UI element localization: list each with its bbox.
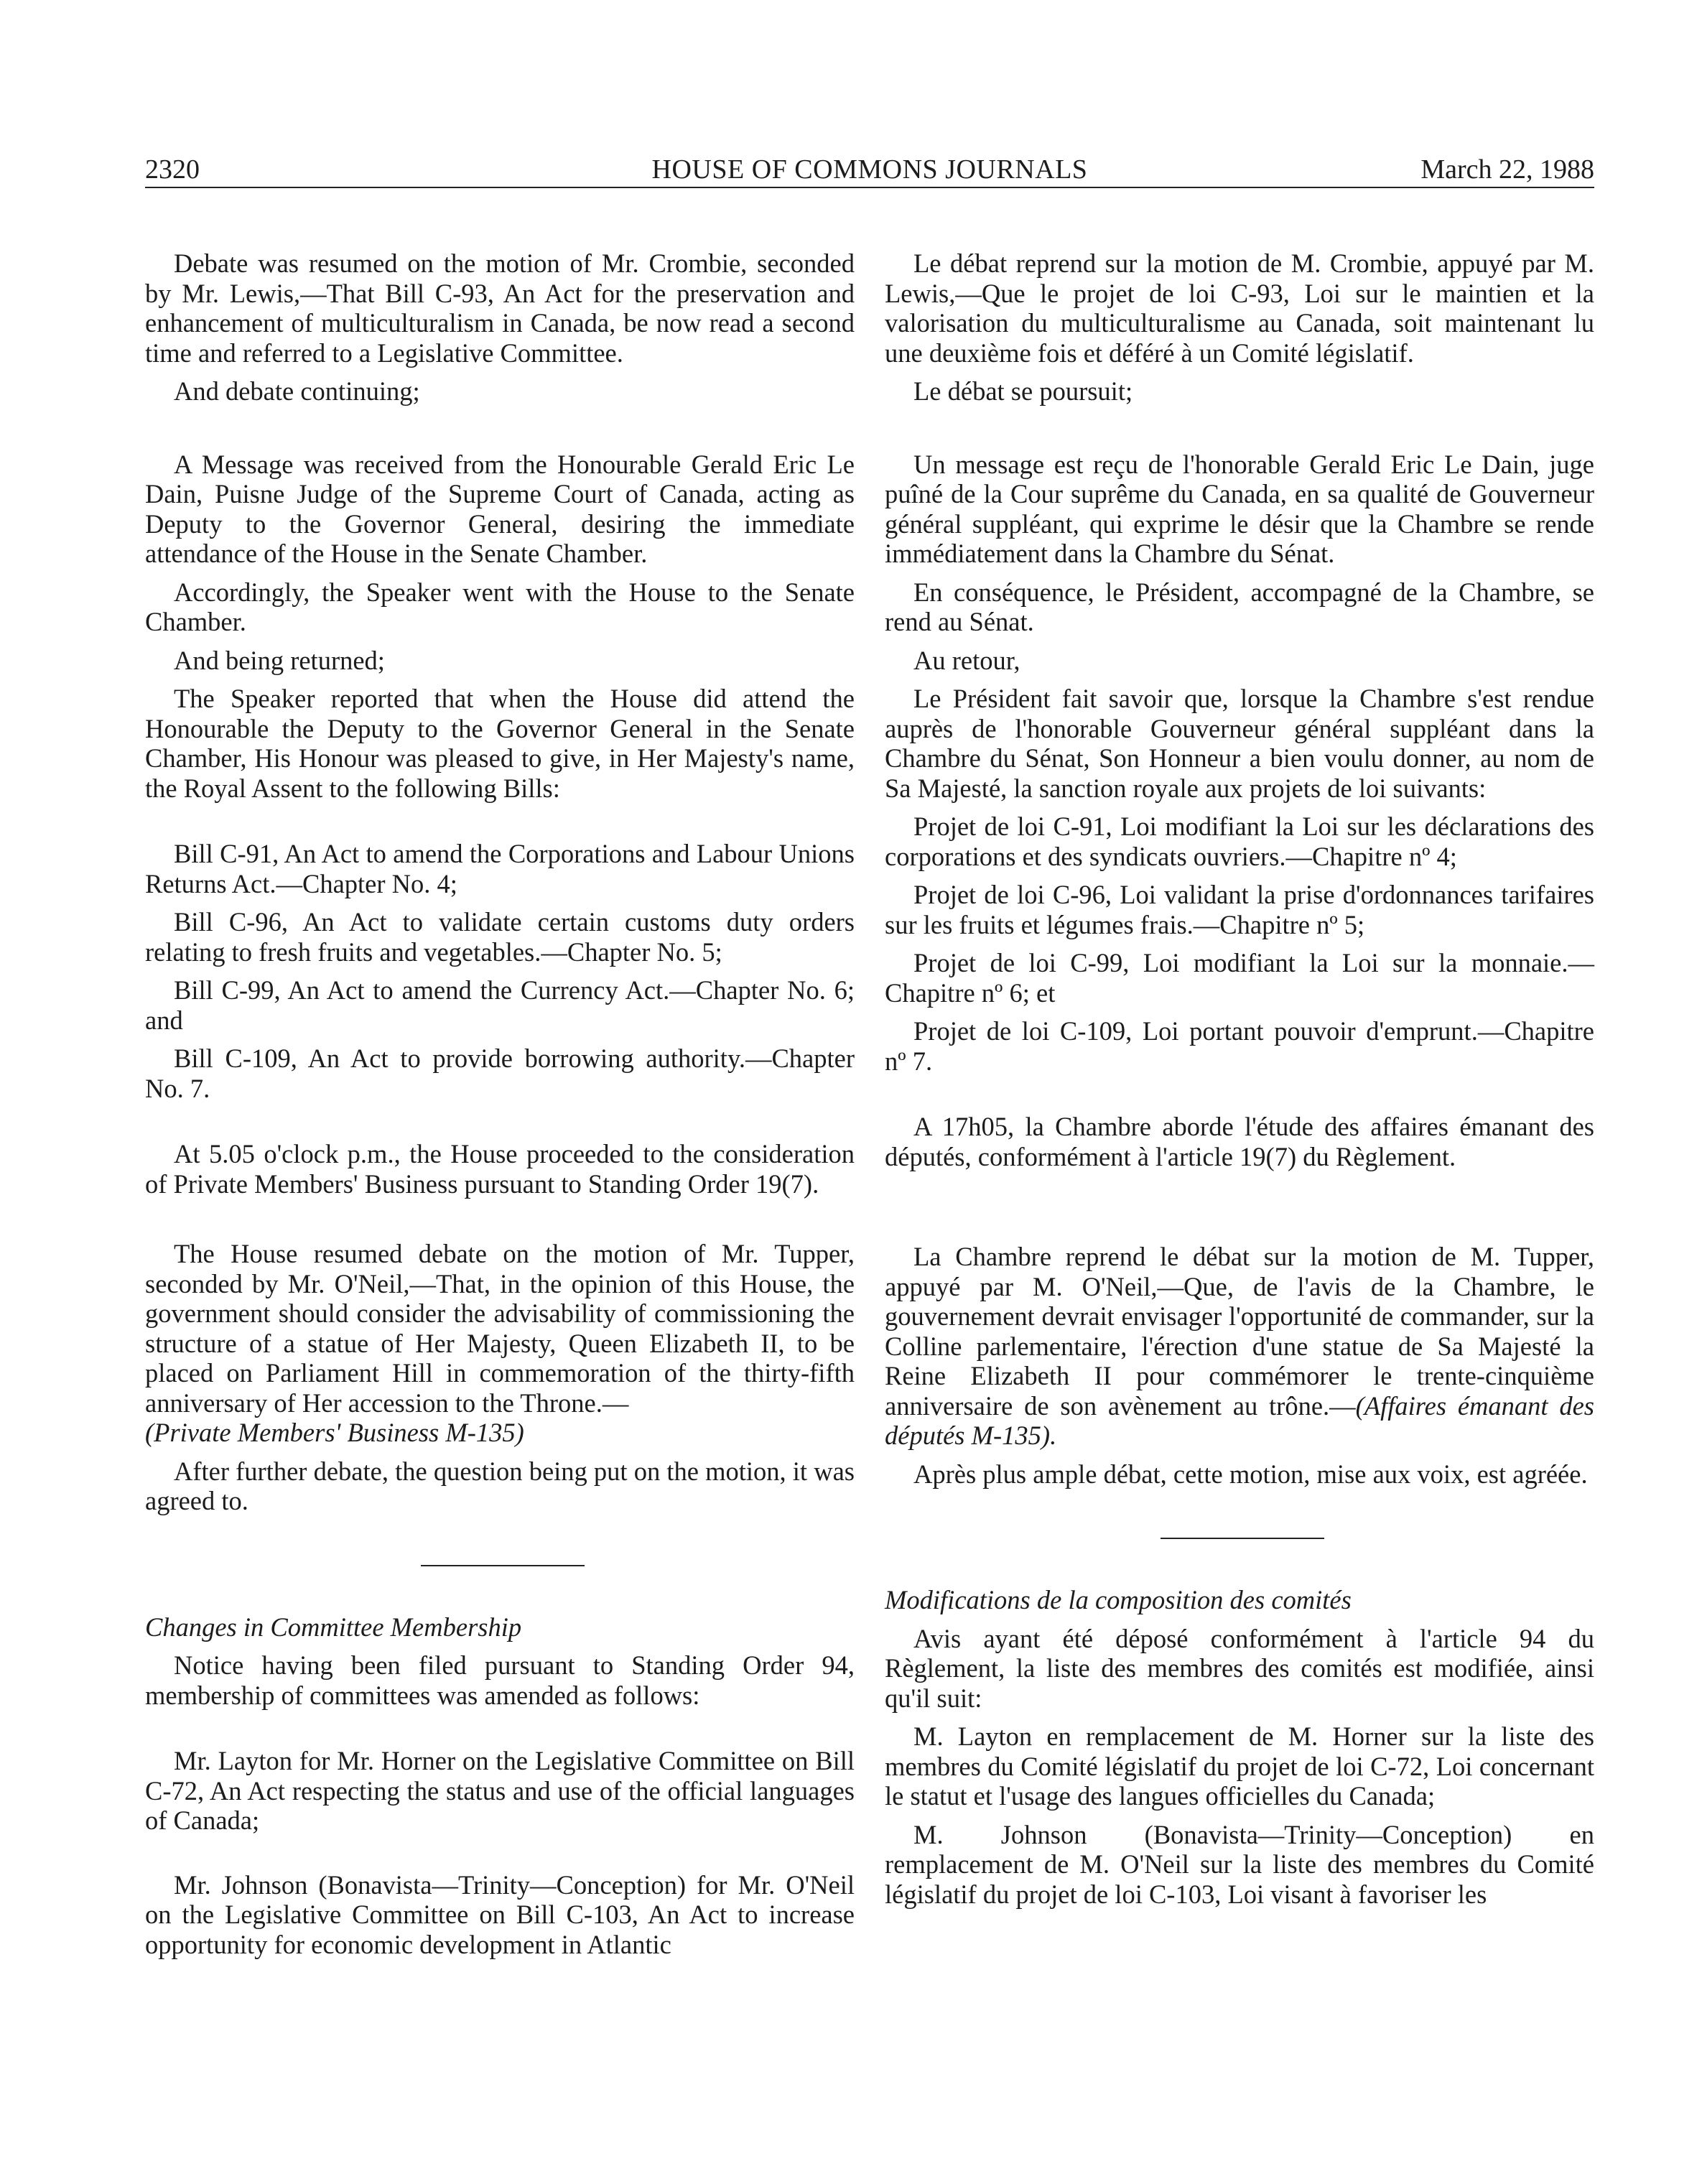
crombie-motion-paragraph: Le débat reprend sur la motion de M. Crombie, appuyé par M. Lewis,—Que le projet de loi C-93, Loi sur le maintien et la valorisation du multiculturalisme au Canada, soit maintenant lu une deuxième fois et déféré à un Comité législatif. bbox=[885, 248, 1594, 368]
debate-continuing: Le débat se poursuit; bbox=[913, 376, 1133, 406]
tupper-motion-text: The House resumed debate on the motion of Mr. Tupper, seconded by Mr. O'Neil,—That, in the opinion of this House, the government should consider the advisability of commissioning the structure of a statue of Her Majesty, Queen Elizabeth II, to be placed on Parliament Hill in commemoration of the thirty-fifth anniversary of Her accession to the Throne.— bbox=[145, 1239, 855, 1418]
royal-assent-paragraph: Le Président fait savoir que, lorsque la Chambre s'est rendue auprès de l'honorable Gouverneur général suppléant dans la Chambre du Sénat, Son Honneur a bien voulu donner, au nom de Sa Majesté, la sanction royale aux projets de loi suivants: bbox=[885, 684, 1594, 803]
being-returned: And being returned; bbox=[174, 645, 385, 675]
motion-agreed-paragraph: Après plus ample débat, cette motion, mise aux voix, est agréée. bbox=[913, 1459, 1588, 1489]
message-paragraph: Un message est reçu de l'honorable Gerald Eric Le Dain, juge puîné de la Cour suprême du Canada, en sa qualité de Gouverneur général suppléant, qui exprime le désir que la Chambre se rende immédiatement dans la Chambre du Sénat. bbox=[885, 449, 1594, 568]
bill-c109: Projet de loi C-109, Loi portant pouvoir d'emprunt.—Chapitre nº 7. bbox=[885, 1016, 1594, 1076]
bill-c96: Bill C-96, An Act to validate certain customs duty orders relating to fresh fruits and vegetables.—Chapter No. 5; bbox=[145, 907, 855, 967]
section-heading: Modifications de la composition des comités bbox=[885, 1585, 1352, 1614]
message-paragraph: A Message was received from the Honourable Gerald Eric Le Dain, Puisne Judge of the Supreme Court of Canada, acting as Deputy to the Governor General, desiring the immediate attendance of the House in the Senate Chamber. bbox=[145, 449, 855, 568]
johnson-paragraph: M. Johnson (Bonavista—Trinity—Conception) en remplacement de M. O'Neil sur la liste des membres du Comité législatif du projet de loi C-103, Loi visant à favoriser les bbox=[885, 1819, 1594, 1909]
notice-paragraph: Avis ayant été déposé conformément à l'article 94 du Règlement, la liste des membres des comités est modifiée, ainsi qu'il suit: bbox=[885, 1623, 1594, 1713]
bill-c96: Projet de loi C-96, Loi validant la prise d'ordonnances tarifaires sur les fruits et légumes frais.—Chapitre nº 5; bbox=[885, 880, 1594, 939]
tupper-motion-reference: (Private Members' Business M-135) bbox=[145, 1418, 524, 1447]
bill-c99: Projet de loi C-99, Loi modifiant la Loi sur la monnaie.—Chapitre nº 6; et bbox=[885, 948, 1594, 1008]
layton-paragraph: M. Layton en remplacement de M. Horner sur la liste des membres du Comité législatif du projet de loi C-72, Loi concernant le statut et l'usage des langues officielles du Canada; bbox=[885, 1721, 1594, 1811]
motion-agreed-paragraph: After further debate, the question being put on the motion, it was agreed to. bbox=[145, 1456, 855, 1515]
royal-assent-paragraph: The Speaker reported that when the House did attend the Honourable the Deputy to the Governor General in the Senate Chamber, His Honour was pleased to give, in Her Majesty's name, the Royal Assent to the following Bills: bbox=[145, 684, 855, 803]
tupper-motion-paragraph bbox=[145, 1239, 855, 1448]
bill-c109: Bill C-109, An Act to provide borrowing authority.—Chapter No. 7. bbox=[145, 1044, 855, 1103]
tupper-motion-paragraph bbox=[885, 1242, 1594, 1451]
tupper-motion-reference: (Affaires émanant des députés M-135). bbox=[885, 1390, 1594, 1450]
bill-c99: Bill C-99, An Act to amend the Currency Act.—Chapter No. 6; and bbox=[145, 975, 855, 1035]
johnson-paragraph: Mr. Johnson (Bonavista—Trinity—Conception) for Mr. O'Neil on the Legislative Committee on Bill C-103, An Act to increase opportunity for economic development in Atlantic bbox=[145, 1869, 855, 1959]
private-members-paragraph: A 17h05, la Chambre aborde l'étude des affaires émanant des députés, conformément à l'article 19(7) du Règlement. bbox=[885, 1112, 1594, 1171]
speaker-went-paragraph: Accordingly, the Speaker went with the House to the Senate Chamber. bbox=[145, 577, 855, 636]
tupper-motion-text: La Chambre reprend le débat sur la motion de M. Tupper, appuyé par M. O'Neil,—Que, de l'avis de la Chambre, le gouvernement devrait envisager l'opportunité de commander, sur la Colline parlementaire, l'érection d'une statue de Sa Majesté la Reine Elizabeth II pour commémorer le trente-cinquième anniversaire de son avènement au trône.— bbox=[885, 1242, 1594, 1421]
bill-c91: Projet de loi C-91, Loi modifiant la Loi sur les déclarations des corporations et des syndicats ouvriers.—Chapitre nº 4; bbox=[885, 812, 1594, 871]
section-divider bbox=[421, 1565, 585, 1566]
bill-c91: Bill C-91, An Act to amend the Corporations and Labour Unions Returns Act.—Chapter No. 4; bbox=[145, 839, 855, 898]
layton-paragraph: Mr. Layton for Mr. Horner on the Legislative Committee on Bill C-72, An Act respecting the status and use of the official languages of Canada; bbox=[145, 1746, 855, 1835]
journal-title: HOUSE OF COMMONS JOURNALS bbox=[651, 154, 1088, 185]
being-returned: Au retour, bbox=[913, 645, 1020, 675]
debate-continuing: And debate continuing; bbox=[174, 376, 420, 406]
page-header bbox=[145, 152, 1594, 188]
journal-date: March 22, 1988 bbox=[1420, 154, 1594, 185]
french-column bbox=[885, 248, 1594, 1918]
page-number: 2320 bbox=[145, 154, 200, 185]
speaker-went-paragraph: En conséquence, le Président, accompagné de la Chambre, se rend au Sénat. bbox=[885, 577, 1594, 636]
section-divider bbox=[1161, 1538, 1324, 1539]
private-members-paragraph: At 5.05 o'clock p.m., the House proceeded to the consideration of Private Members' Business pursuant to Standing Order 19(7). bbox=[145, 1139, 855, 1199]
crombie-motion-paragraph: Debate was resumed on the motion of Mr. Crombie, seconded by Mr. Lewis,—That Bill C-93, An Act for the preservation and enhancement of multiculturalism in Canada, be now read a second time and referred to a Legislative Committee. bbox=[145, 248, 855, 368]
section-heading: Changes in Committee Membership bbox=[145, 1612, 522, 1642]
english-column bbox=[145, 248, 855, 1968]
notice-paragraph: Notice having been filed pursuant to Standing Order 94, membership of committees was amended as follows: bbox=[145, 1650, 855, 1710]
